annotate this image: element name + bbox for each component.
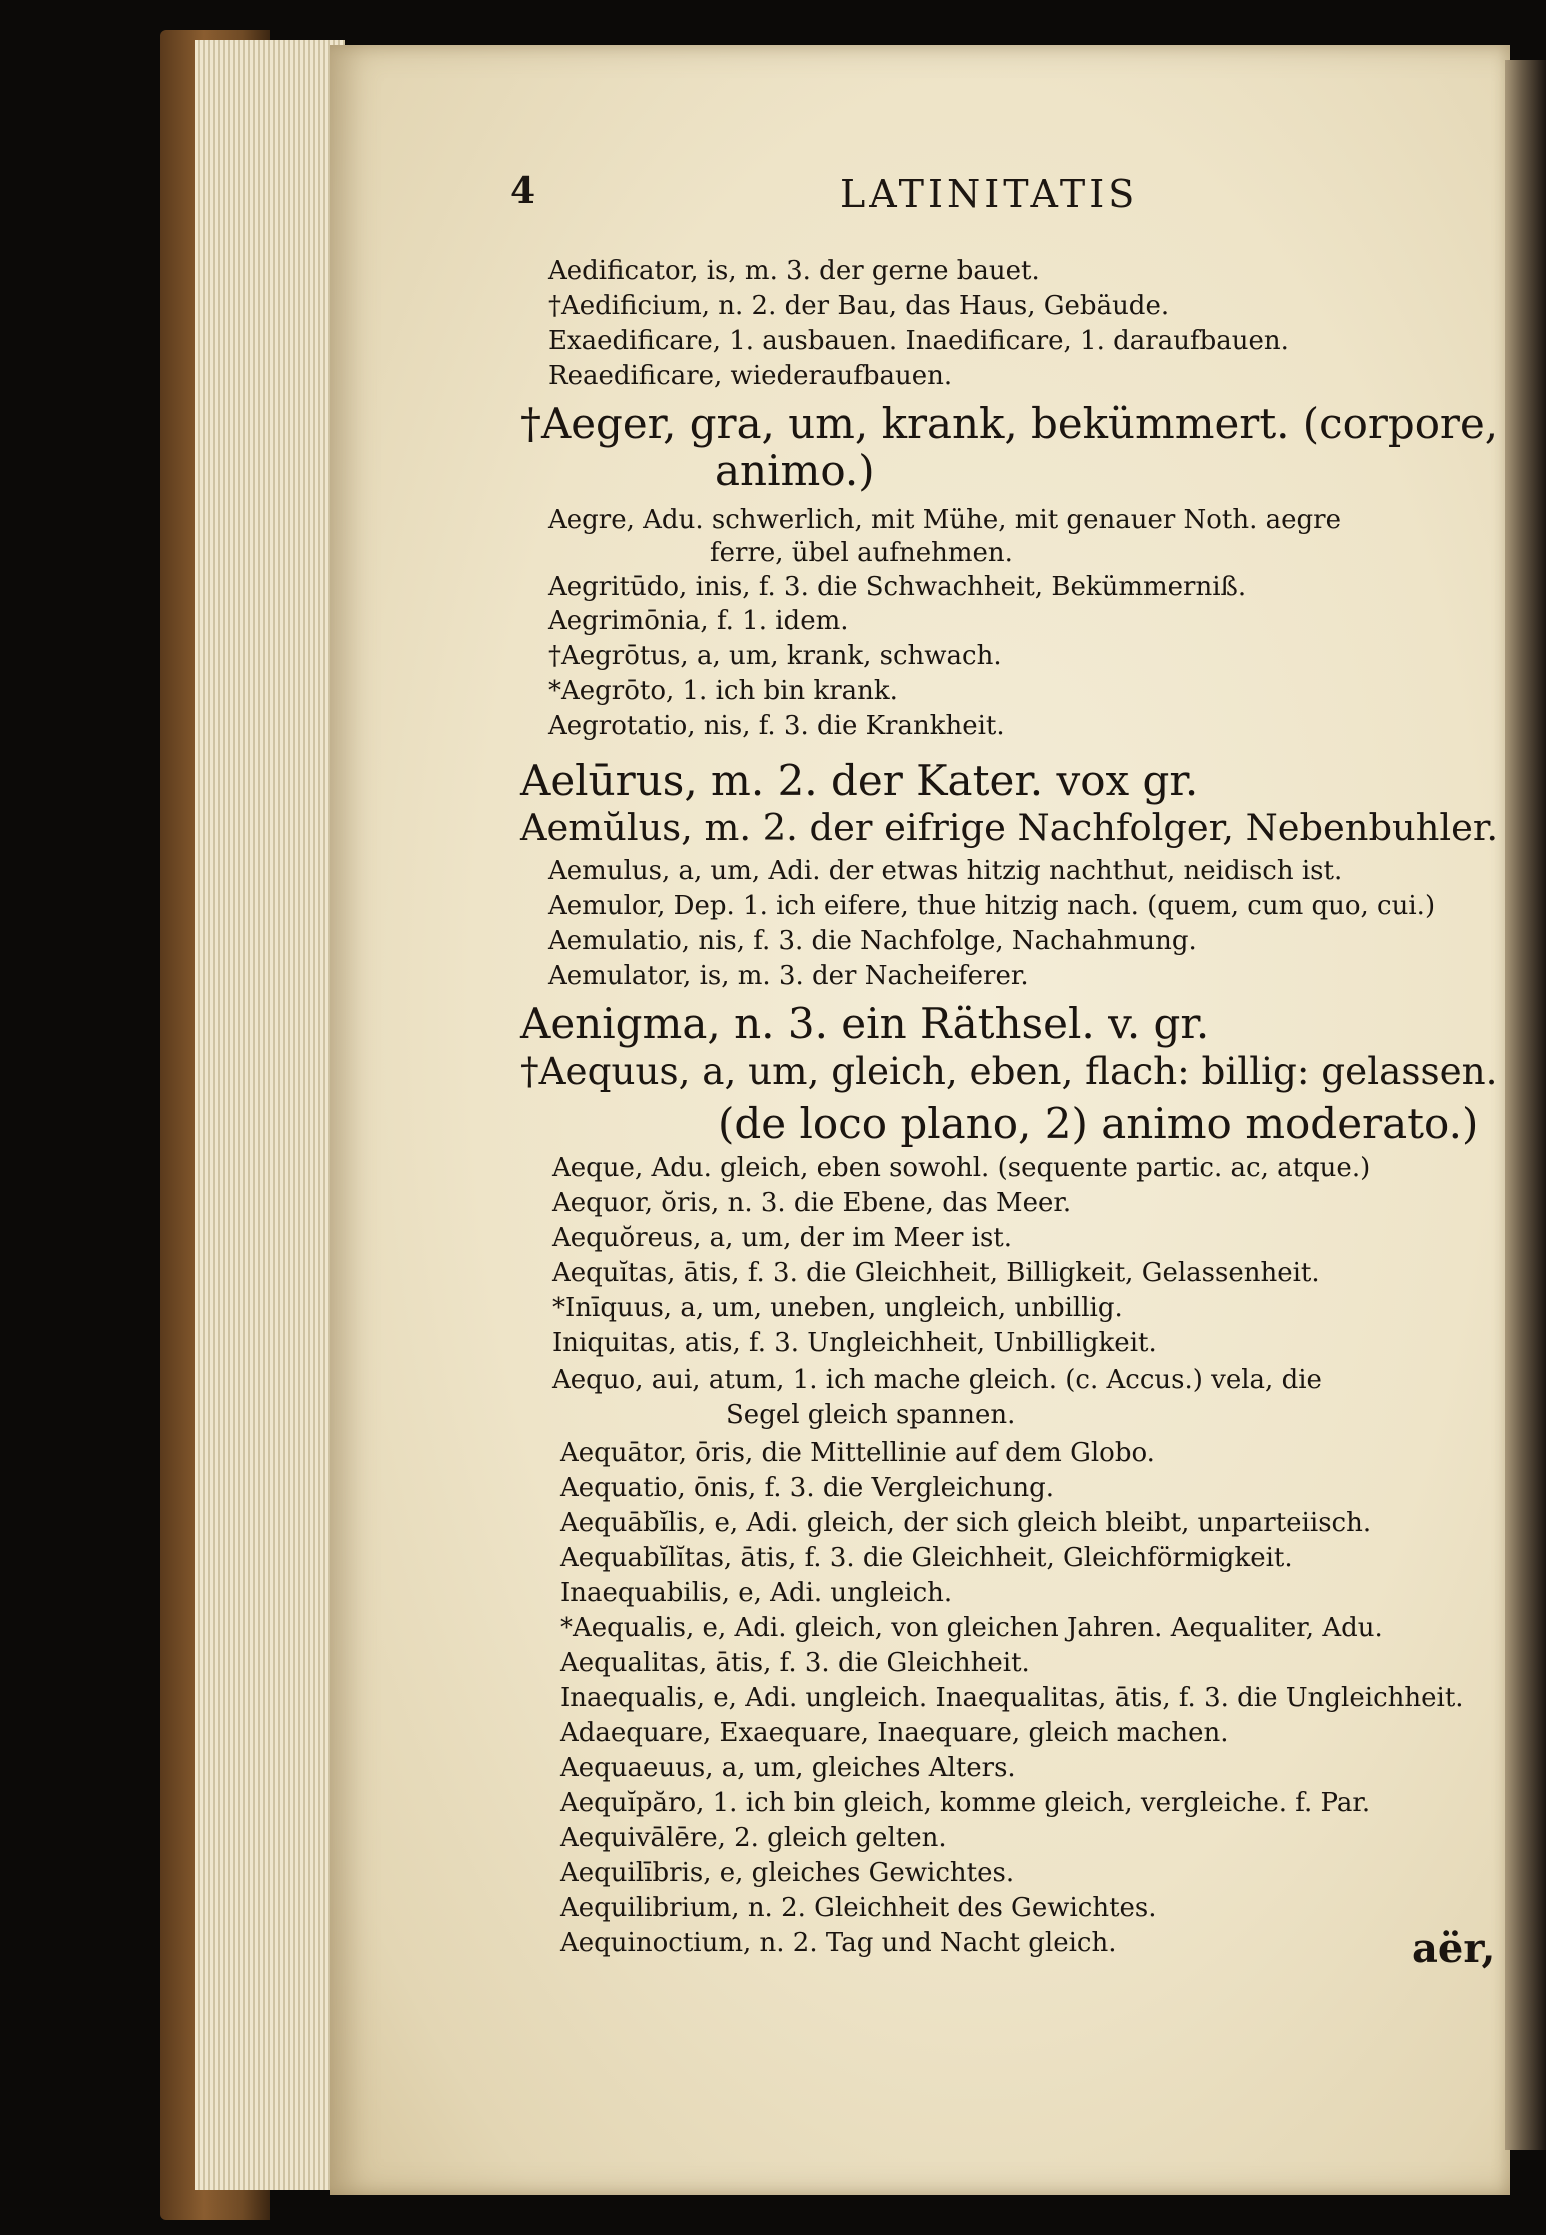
entry-line: †Aeger, gra, um, krank, bekümmert. (corpore, [520, 399, 1499, 448]
running-title: LATINITATIS [840, 172, 1139, 216]
catchword: aër, [1412, 1925, 1496, 1972]
entry-line: Aegrotatio, nis, f. 3. die Krankheit. [548, 711, 1005, 741]
entry-line: Aequilībris, e, gleiches Gewichtes. [560, 1858, 1015, 1888]
entry-line: *Aequalis, e, Adi. gleich, von gleichen Jahren. Aequaliter, Adu. [560, 1613, 1383, 1643]
entry-line: Aegre, Adu. schwerlich, mit Mühe, mit genauer Noth. aegre [548, 505, 1341, 535]
entry-line: Segel gleich spannen. [726, 1400, 1016, 1430]
entry-line: animo.) [715, 446, 875, 495]
entry-line: Aeque, Adu. gleich, eben sowohl. (sequente partic. ac, atque.) [552, 1153, 1371, 1183]
entry-line: Iniquitas, atis, f. 3. Ungleichheit, Unbilligkeit. [552, 1328, 1157, 1358]
entry-line: Aemulus, a, um, Adi. der etwas hitzig nachthut, neidisch ist. [548, 856, 1343, 886]
entry-line: Aemulatio, nis, f. 3. die Nachfolge, Nachahmung. [548, 926, 1197, 956]
entry-line: Aelūrus, m. 2. der Kater. vox gr. [520, 756, 1199, 805]
entry-line: Aequinoctium, n. 2. Tag und Nacht gleich. [560, 1928, 1117, 1958]
entry-line: Aenigma, n. 3. ein Räthsel. v. gr. [520, 999, 1210, 1048]
entry-line: Aequŏreus, a, um, der im Meer ist. [552, 1223, 1013, 1253]
entry-line: (de loco plano, 2) animo moderato.) [718, 1099, 1479, 1148]
entry-line: Aequaeuus, a, um, gleiches Alters. [560, 1753, 1016, 1783]
entry-line: ferre, übel aufnehmen. [710, 538, 1013, 568]
entry-line: Aegrimōnia, f. 1. idem. [548, 606, 849, 636]
entry-line: Aequatio, ōnis, f. 3. die Vergleichung. [560, 1473, 1055, 1503]
entry-line: Aegritūdo, inis, f. 3. die Schwachheit, Bekümmerniß. [548, 572, 1247, 602]
entry-line: Aemulator, is, m. 3. der Nacheiferer. [548, 961, 1029, 991]
entry-line: *Aegrōto, 1. ich bin krank. [548, 676, 898, 706]
entry-line: Aedificator, is, m. 3. der gerne bauet. [548, 256, 1040, 286]
entry-line: Aemulor, Dep. 1. ich eifere, thue hitzig nach. (quem, cum quo, cui.) [548, 891, 1436, 921]
entry-line: Aequilibrium, n. 2. Gleichheit des Gewichtes. [560, 1893, 1157, 1923]
entry-line: Exaedificare, 1. ausbauen. Inaedificare, 1. daraufbauen. [548, 326, 1289, 356]
entry-line: Inaequalis, e, Adi. ungleich. Inaequalitas, ātis, f. 3. die Ungleichheit. [560, 1683, 1464, 1713]
entry-line: †Aequus, a, um, gleich, eben, flach: billig: gelassen. [520, 1049, 1498, 1093]
entry-line: Aequivālēre, 2. gleich gelten. [560, 1823, 947, 1853]
entry-line: Aequābĭlis, e, Adi. gleich, der sich gleich bleibt, unparteiisch. [560, 1508, 1372, 1538]
entry-line: Aequĭtas, ātis, f. 3. die Gleichheit, Billigkeit, Gelassenheit. [552, 1258, 1320, 1288]
entry-line: Aequātor, ōris, die Mittellinie auf dem Globo. [560, 1438, 1155, 1468]
entry-line: Aequĭpăro, 1. ich bin gleich, komme gleich, vergleiche. f. Par. [560, 1788, 1371, 1818]
page-number: 4 [510, 170, 536, 212]
entry-line: †Aedificium, n. 2. der Bau, das Haus, Gebäude. [548, 291, 1170, 321]
entry-line: Inaequabilis, e, Adi. ungleich. [560, 1578, 953, 1608]
entry-line: Aemŭlus, m. 2. der eifrige Nachfolger, Nebenbuhler. [520, 806, 1499, 849]
entry-line: †Aegrōtus, a, um, krank, schwach. [548, 641, 1002, 671]
entry-line: Adaequare, Exaequare, Inaequare, gleich machen. [560, 1718, 1229, 1748]
entry-line: Aequalitas, ātis, f. 3. die Gleichheit. [560, 1648, 1030, 1678]
entry-line: *Inīquus, a, um, uneben, ungleich, unbillig. [552, 1293, 1123, 1323]
entry-line: Reaedificare, wiederaufbauen. [548, 361, 953, 391]
entry-line: Aequo, aui, atum, 1. ich mache gleich. (c. Accus.) vela, die [552, 1365, 1322, 1395]
entry-line: Aequabĭlĭtas, ātis, f. 3. die Gleichheit, Gleichförmigkeit. [560, 1543, 1293, 1573]
entry-line: Aequor, ŏris, n. 3. die Ebene, das Meer. [552, 1188, 1072, 1218]
